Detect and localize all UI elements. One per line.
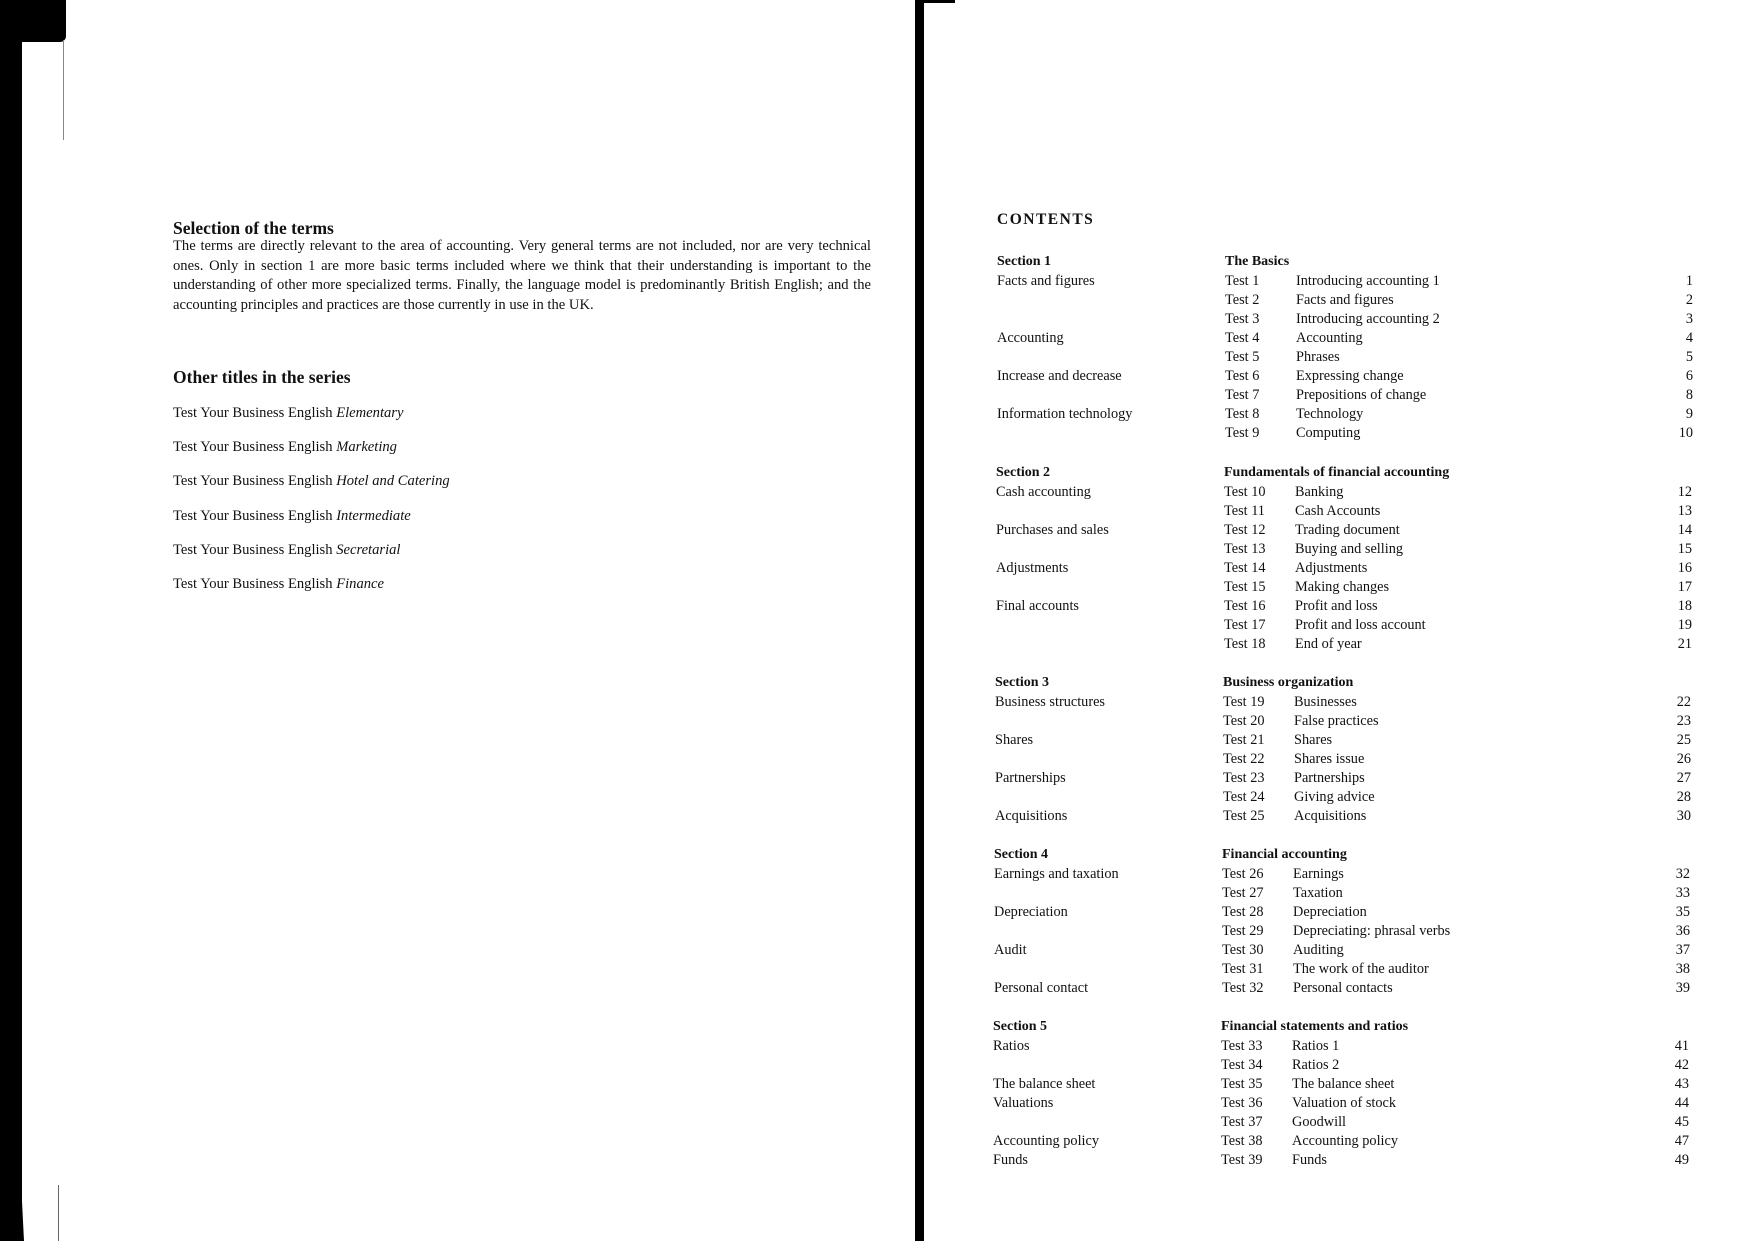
test-title: Valuation of stock: [1292, 1095, 1397, 1112]
page-number: 22: [1676, 694, 1691, 711]
test-number: Test 34: [1221, 1057, 1263, 1074]
section-heading: Fundamentals of financial accounting: [1224, 465, 1450, 480]
topic-name: Adjustments: [996, 560, 1069, 577]
test-number: Test 8: [1225, 406, 1260, 423]
topic-name: Facts and figures: [997, 273, 1095, 290]
series-prefix: Test Your Business English: [173, 542, 337, 558]
test-number: Test 17: [1224, 617, 1266, 634]
section-label: Section 1: [997, 254, 1052, 269]
book-spine-shadow-top: [915, 0, 955, 3]
test-number: Test 13: [1224, 541, 1266, 558]
test-number: Test 10: [1224, 484, 1266, 501]
test-title: Phrases: [1296, 349, 1340, 366]
series-prefix: Test Your Business English: [173, 508, 337, 524]
topic-name: Cash accounting: [996, 484, 1091, 501]
test-number: Test 5: [1225, 349, 1260, 366]
series-prefix: Test Your Business English: [173, 439, 337, 455]
section-label: Section 5: [993, 1019, 1048, 1034]
page-number: 3: [1685, 311, 1693, 328]
series-title: Elementary: [336, 405, 404, 421]
test-title: Expressing change: [1296, 368, 1404, 385]
series-item: [173, 439, 397, 456]
page-number: 4: [1685, 330, 1693, 347]
test-number: Test 20: [1223, 713, 1265, 730]
test-number: Test 29: [1222, 923, 1264, 940]
test-number: Test 37: [1221, 1114, 1263, 1131]
test-title: Profit and loss: [1295, 598, 1378, 615]
test-number: Test 4: [1225, 330, 1260, 347]
page-number: 37: [1675, 942, 1690, 959]
test-title: Auditing: [1293, 942, 1344, 959]
left-binding-shadow-top: [0, 0, 66, 42]
test-title: Ratios 2: [1292, 1057, 1340, 1074]
page-number: 35: [1675, 904, 1690, 921]
page-number: 17: [1677, 579, 1692, 596]
book-spine-shadow: [915, 0, 924, 1241]
left-binding-shadow: [0, 0, 22, 1241]
test-number: Test 36: [1221, 1095, 1263, 1112]
test-title: Making changes: [1295, 579, 1390, 596]
section-heading: Financial statements and ratios: [1221, 1019, 1409, 1034]
series-title: Secretarial: [336, 542, 401, 558]
topic-name: Accounting: [997, 330, 1064, 347]
test-number: Test 23: [1223, 770, 1265, 787]
test-number: Test 32: [1222, 980, 1264, 997]
page-number: 8: [1685, 387, 1693, 404]
page-number: 26: [1676, 751, 1691, 768]
series-title: Intermediate: [336, 508, 411, 524]
test-number: Test 6: [1225, 368, 1260, 385]
test-number: Test 3: [1225, 311, 1260, 328]
topic-name: Audit: [994, 942, 1027, 959]
page-number: 30: [1676, 808, 1691, 825]
page-edge-line: [58, 1185, 59, 1241]
test-title: Personal contacts: [1293, 980, 1393, 997]
series-title: Finance: [336, 576, 385, 592]
section-heading: The Basics: [1225, 254, 1290, 269]
test-number: Test 27: [1222, 885, 1264, 902]
page-number: 23: [1676, 713, 1691, 730]
test-number: Test 25: [1223, 808, 1265, 825]
test-title: Introducing accounting 2: [1296, 311, 1440, 328]
topic-name: Purchases and sales: [996, 522, 1109, 539]
test-title: Depreciation: [1293, 904, 1367, 921]
test-number: Test 35: [1221, 1076, 1263, 1093]
test-title: Buying and selling: [1295, 541, 1404, 558]
test-title: The work of the auditor: [1293, 961, 1429, 978]
page-number: 42: [1674, 1057, 1689, 1074]
topic-name: Personal contact: [994, 980, 1089, 997]
page-number: 47: [1674, 1133, 1689, 1150]
topic-name: Partnerships: [995, 770, 1066, 787]
test-title: Accounting: [1296, 330, 1363, 347]
page-number: 13: [1677, 503, 1692, 520]
topic-name: Earnings and taxation: [994, 866, 1119, 883]
test-title: False practices: [1294, 713, 1379, 730]
page-number: 36: [1675, 923, 1690, 940]
selection-body: The terms are directly relevant to the area of accounting. Very general terms are not included, nor are very technical ones. Only in section 1 are more basic terms included where we think that their understanding is important to the understanding of other more specialized terms. Finally, the language model is predominantly British English; and the accounting principles and practices are those currently in use in the UK.: [173, 238, 871, 313]
page-number: 21: [1677, 636, 1692, 653]
page-number: 18: [1677, 598, 1692, 615]
test-title: Depreciating: phrasal verbs: [1293, 923, 1451, 940]
topic-name: Acquisitions: [995, 808, 1068, 825]
page-number: 12: [1677, 484, 1692, 501]
test-number: Test 7: [1225, 387, 1260, 404]
test-number: Test 31: [1222, 961, 1264, 978]
test-number: Test 1: [1225, 273, 1260, 290]
test-title: Shares: [1294, 732, 1333, 749]
page-number: 32: [1675, 866, 1690, 883]
topic-name: Increase and decrease: [997, 368, 1122, 385]
test-title: Earnings: [1293, 866, 1344, 883]
test-title: The balance sheet: [1292, 1076, 1395, 1093]
section-label: Section 2: [996, 465, 1051, 480]
test-number: Test 14: [1224, 560, 1266, 577]
topic-name: Information technology: [997, 406, 1133, 423]
section-label: Section 4: [994, 847, 1049, 862]
series-heading: Other titles in the series: [173, 367, 351, 387]
test-number: Test 18: [1224, 636, 1266, 653]
topic-name: Final accounts: [996, 598, 1079, 615]
page-number: 5: [1685, 349, 1693, 366]
test-number: Test 9: [1225, 425, 1260, 442]
test-number: Test 33: [1221, 1038, 1263, 1055]
series-prefix: Test Your Business English: [173, 405, 337, 421]
series-item: [173, 576, 384, 593]
series-title: Marketing: [336, 439, 397, 455]
topic-name: Accounting policy: [993, 1133, 1100, 1150]
test-title: Taxation: [1293, 885, 1343, 902]
test-title: Computing: [1296, 425, 1361, 442]
section-heading: Business organization: [1223, 675, 1354, 690]
page-number: 38: [1675, 961, 1690, 978]
test-title: Facts and figures: [1296, 292, 1394, 309]
series-prefix: Test Your Business English: [173, 576, 337, 592]
test-number: Test 26: [1222, 866, 1264, 883]
page-number: 43: [1674, 1076, 1689, 1093]
test-title: Ratios 1: [1292, 1038, 1340, 1055]
topic-name: Valuations: [993, 1095, 1054, 1112]
page-number: 2: [1685, 292, 1693, 309]
page-number: 10: [1678, 425, 1693, 442]
test-title: Acquisitions: [1294, 808, 1367, 825]
page-number: 9: [1685, 406, 1693, 423]
page-number: 16: [1677, 560, 1692, 577]
test-title: Cash Accounts: [1295, 503, 1381, 520]
test-number: Test 24: [1223, 789, 1265, 806]
test-title: Trading document: [1295, 522, 1400, 539]
page-number: 44: [1674, 1095, 1689, 1112]
page-edge-line: [63, 40, 64, 140]
test-number: Test 38: [1221, 1133, 1263, 1150]
test-number: Test 28: [1222, 904, 1264, 921]
topic-name: Depreciation: [994, 904, 1068, 921]
test-number: Test 16: [1224, 598, 1266, 615]
page-number: 39: [1675, 980, 1690, 997]
series-item: [173, 405, 403, 422]
test-title: Businesses: [1294, 694, 1357, 711]
test-number: Test 15: [1224, 579, 1266, 596]
test-title: Technology: [1296, 406, 1364, 423]
series-item: [173, 473, 450, 490]
section-label: Section 3: [995, 675, 1050, 690]
page-number: 27: [1676, 770, 1691, 787]
test-title: Funds: [1292, 1152, 1327, 1169]
test-title: Goodwill: [1292, 1114, 1347, 1131]
series-item: [173, 542, 401, 559]
test-number: Test 19: [1223, 694, 1265, 711]
test-title: Introducing accounting 1: [1296, 273, 1440, 290]
section-heading: Financial accounting: [1222, 847, 1347, 862]
test-title: Shares issue: [1294, 751, 1365, 768]
test-number: Test 12: [1224, 522, 1266, 539]
test-number: Test 11: [1224, 503, 1265, 520]
selection-heading: Selection of the terms: [173, 218, 334, 238]
test-title: Giving advice: [1294, 789, 1375, 806]
test-number: Test 22: [1223, 751, 1265, 768]
test-title: End of year: [1295, 636, 1362, 653]
series-item: [173, 508, 411, 525]
page-number: 41: [1674, 1038, 1689, 1055]
series-title: Hotel and Catering: [336, 473, 450, 489]
contents-title: CONTENTS: [997, 211, 1095, 228]
page-number: 49: [1674, 1152, 1689, 1169]
test-number: Test 39: [1221, 1152, 1263, 1169]
test-title: Partnerships: [1294, 770, 1365, 787]
topic-name: Ratios: [993, 1038, 1030, 1055]
topic-name: The balance sheet: [993, 1076, 1096, 1093]
page-number: 45: [1674, 1114, 1689, 1131]
page-number: 6: [1685, 368, 1693, 385]
test-number: Test 2: [1225, 292, 1260, 309]
page-number: 19: [1677, 617, 1692, 634]
page-number: 1: [1685, 273, 1693, 290]
page-number: 28: [1676, 789, 1691, 806]
test-number: Test 30: [1222, 942, 1264, 959]
series-prefix: Test Your Business English: [173, 473, 337, 489]
topic-name: Shares: [995, 732, 1034, 749]
page-number: 25: [1676, 732, 1691, 749]
page-number: 15: [1677, 541, 1692, 558]
topic-name: Business structures: [995, 694, 1105, 711]
test-title: Profit and loss account: [1295, 617, 1426, 634]
page-number: 14: [1677, 522, 1692, 539]
test-title: Banking: [1295, 484, 1344, 501]
test-title: Adjustments: [1295, 560, 1368, 577]
test-title: Prepositions of change: [1296, 387, 1427, 404]
test-title: Accounting policy: [1292, 1133, 1399, 1150]
topic-name: Funds: [993, 1152, 1028, 1169]
test-number: Test 21: [1223, 732, 1265, 749]
page-number: 33: [1675, 885, 1690, 902]
